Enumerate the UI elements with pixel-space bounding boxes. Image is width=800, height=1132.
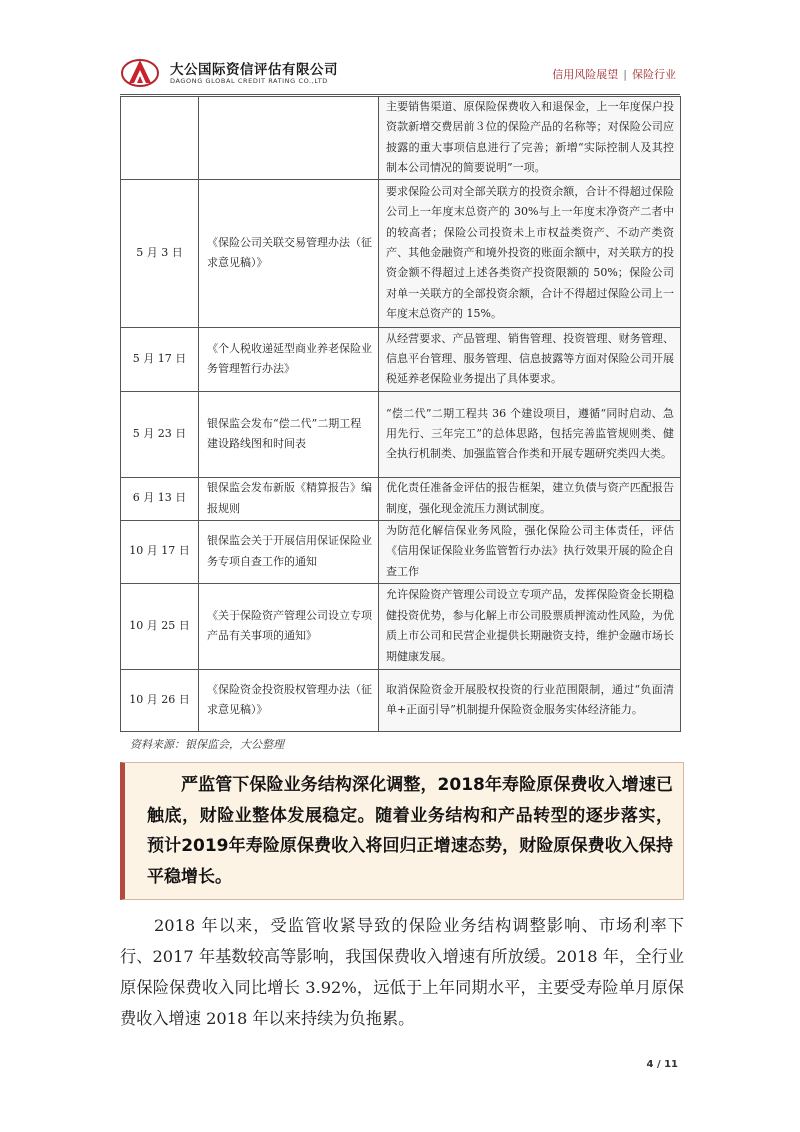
row-date: 5 月 17 日	[121, 327, 199, 391]
table-row	[121, 583, 681, 669]
table-row	[121, 477, 681, 520]
row-policy-name: 《个人税收递延型商业养老保险业务管理暂行办法》	[199, 327, 379, 391]
row-description: “偿二代”二期工程共 36 个建设项目，遵循“同时启动、急用先行、三年完工”的总体思路，包括完善监管规则类、健全执行机制类、加强监管合作类和开展专题研究类四大类。	[379, 391, 681, 477]
table-row	[121, 391, 681, 477]
page-header	[120, 52, 680, 94]
row-date	[121, 97, 199, 180]
row-policy-name: 银保监会发布新版《精算报告》编报规则	[199, 477, 379, 520]
row-policy-name: 《关于保险资产管理公司设立专项产品有关事项的通知》	[199, 583, 379, 669]
row-description: 为防范化解信保业务风险，强化保险公司主体责任，评估《信用保证保险业务监管暂行办法》执行效果开展的险企自查工作	[379, 520, 681, 583]
row-date: 10 月 25 日	[121, 583, 199, 669]
header-separator: |	[623, 68, 627, 81]
row-policy-name: 银保监会发布“偿二代”二期工程建设路线图和时间表	[199, 391, 379, 477]
page-number: 4 / 11	[646, 1059, 678, 1070]
row-description: 优化责任准备金评估的报告框架，建立负债与资产匹配报告制度，强化现金流压力测试制度。	[379, 477, 681, 520]
header-divider	[120, 94, 680, 95]
dagong-logo-icon	[120, 52, 160, 92]
row-policy-name	[199, 97, 379, 180]
report-category	[552, 66, 676, 82]
data-source-note: 资料来源：银保监会，大公整理	[130, 738, 284, 751]
table-row	[121, 97, 681, 180]
table-row	[121, 669, 681, 731]
row-date: 6 月 13 日	[121, 477, 199, 520]
body-paragraph: 2018 年以来，受监管收紧导致的保险业务结构调整影响、市场利率下行、2017 年基数较高等影响，我国保费收入增速有所放缓。2018 年，全行业原保险保费收入同比增长 3.92%，远低于上年同期水平，主要受寿险单月原保费收入增速 2018 年以来持续为负拖累。	[120, 916, 684, 1028]
brand-name-cn: 大公国际资信评估有限公司	[170, 62, 338, 78]
brand-name-en: DAGONG GLOBAL CREDIT RATING CO.,LTD	[170, 77, 328, 85]
table-row	[121, 520, 681, 583]
report-industry: 保险行业	[632, 68, 676, 81]
row-date: 10 月 26 日	[121, 669, 199, 731]
row-date: 10 月 17 日	[121, 520, 199, 583]
row-description: 取消保险资金开展股权投资的行业范围限制，通过“负面清单+正面引导”机制提升保险资金服务实体经济能力。	[379, 669, 681, 731]
row-date: 5 月 3 日	[121, 179, 199, 327]
policy-table	[120, 96, 681, 732]
row-date: 5 月 23 日	[121, 391, 199, 477]
row-description: 从经营要求、产品管理、销售管理、投资管理、财务管理、信息平台管理、服务管理、信息披露等方面对保险公司开展税延养老保险业务提出了具体要求。	[379, 327, 681, 391]
row-policy-name: 《保险资金投资股权管理办法（征求意见稿）》	[199, 669, 379, 731]
table-row	[121, 327, 681, 391]
row-policy-name: 《保险公司关联交易管理办法（征求意见稿）》	[199, 179, 379, 327]
table-row	[121, 179, 681, 327]
row-description: 主要销售渠道、原保险保费收入和退保金，上一年度保户投资款新增交费居前３位的保险产品的名称等；对保险公司应披露的重大事项信息进行了完善；新增“实际控制人及其控制本公司情况的简要说明”一项。	[379, 97, 681, 180]
row-description: 允许保险资产管理公司设立专项产品，发挥保险资金长期稳健投资优势，参与化解上市公司股票质押流动性风险，为优质上市公司和民营企业提供长期融资支持，维护金融市场长期健康发展。	[379, 583, 681, 669]
report-series: 信用风险展望	[552, 68, 619, 81]
row-description: 要求保险公司对全部关联方的投资余额，合计不得超过保险公司上一年度末总资产的 30%与上一年度末净资产二者中的较高者；保险公司投资未上市权益类资产、不动产类资产、其他金融资产和境外投资的账面余额中，对关联方的投资金额不得超过上述各类资产投资限额的 50%；保险公司对单一关联方的全部投资余额，合计不得超过保险公司上一年度末总资产的 15%。	[379, 179, 681, 327]
row-policy-name: 银保监会关于开展信用保证保险业务专项自查工作的通知	[199, 520, 379, 583]
key-point-box: 严监管下保险业务结构深化调整，2018年寿险原保费收入增速已触底，财险业整体发展稳定。随着业务结构和产品转型的逐步落实，预计2019年寿险原保费收入将回归正增速态势，财险原保费收入保持平稳增长。	[120, 762, 684, 900]
